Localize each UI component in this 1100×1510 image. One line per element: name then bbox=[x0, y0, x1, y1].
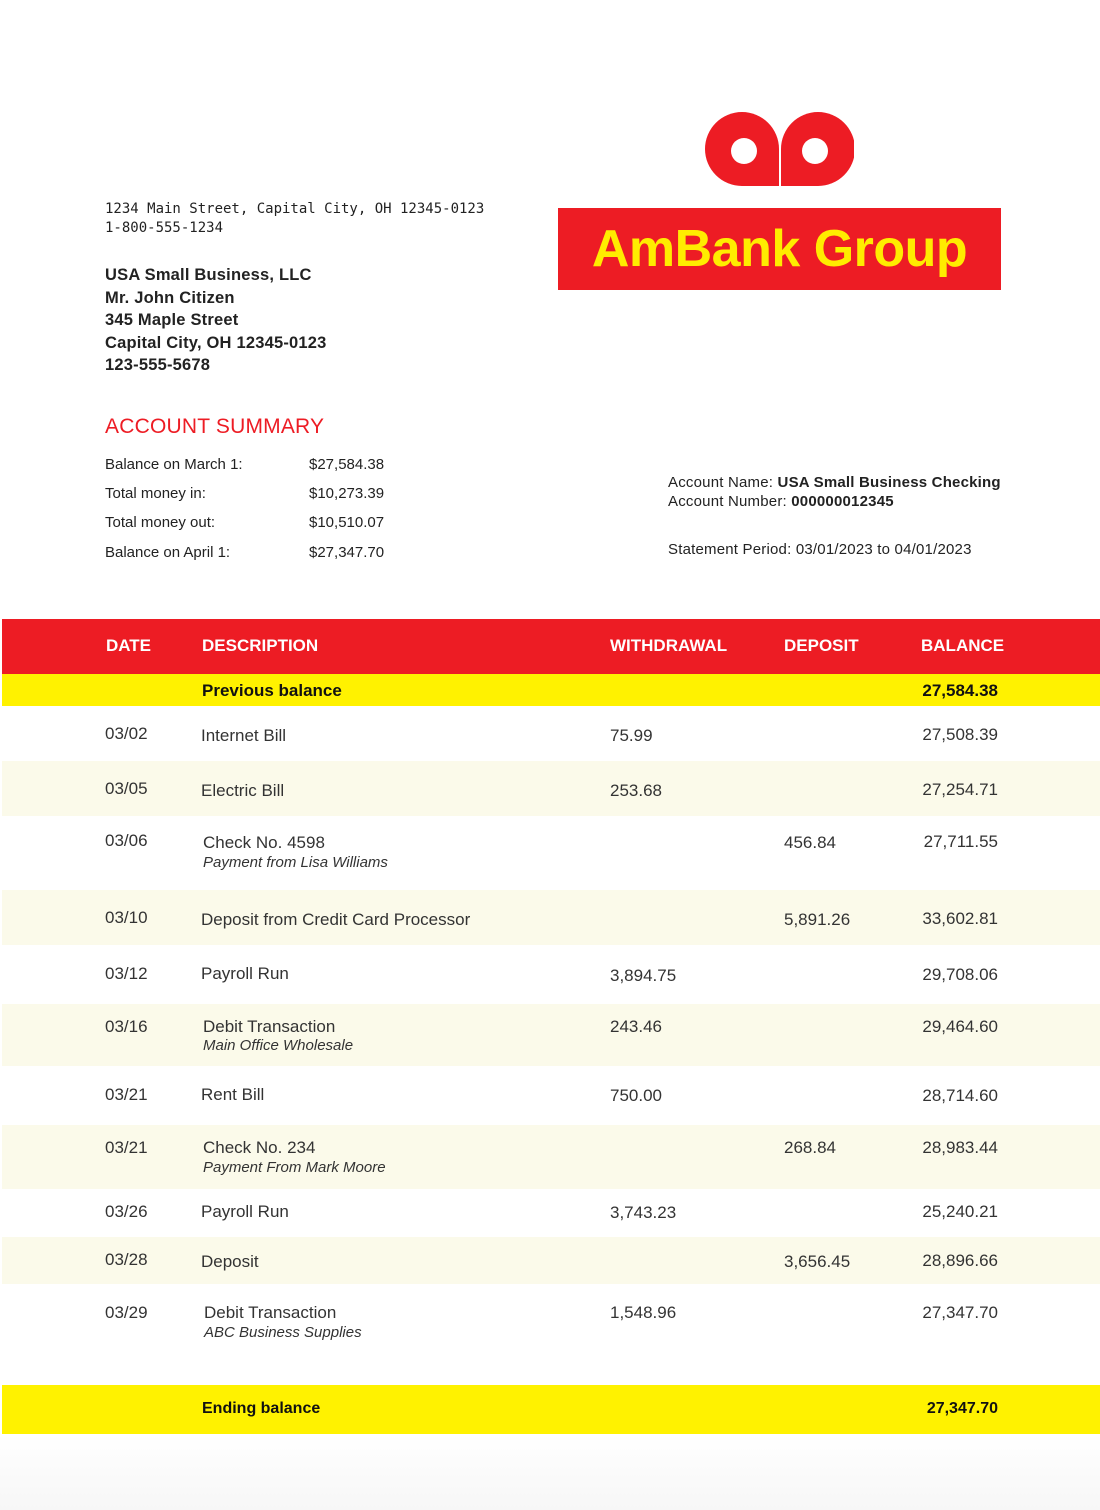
row-description: Payroll Run bbox=[201, 1202, 289, 1221]
table-row bbox=[2, 1237, 1100, 1284]
row-withdrawal: 253.68 bbox=[610, 781, 662, 800]
row-balance: 29,708.06 bbox=[922, 965, 998, 984]
row-description: Rent Bill bbox=[201, 1085, 265, 1104]
table-row bbox=[2, 1125, 1100, 1189]
header-date: DATE bbox=[106, 636, 152, 655]
previous-balance-value: 27,584.38 bbox=[922, 681, 998, 700]
row-date: 03/10 bbox=[105, 908, 148, 927]
row-date: 03/28 bbox=[105, 1250, 148, 1269]
ending-balance-row bbox=[2, 1385, 1100, 1434]
previous-balance-label: Previous balance bbox=[202, 681, 342, 700]
row-description: Deposit from Credit Card Processor bbox=[201, 910, 471, 929]
row-date: 03/12 bbox=[105, 964, 148, 983]
row-sub-description: ABC Business Supplies bbox=[204, 1324, 362, 1341]
account-summary-heading: ACCOUNT SUMMARY bbox=[105, 415, 325, 438]
row-date: 03/02 bbox=[105, 724, 148, 743]
page-bottom-edge bbox=[0, 1434, 1100, 1510]
customer-company: USA Small Business, LLC bbox=[105, 266, 312, 284]
table-row bbox=[2, 1189, 1100, 1237]
customer-city: Capital City, OH 12345-0123 bbox=[105, 333, 327, 352]
table-row bbox=[2, 1004, 1100, 1066]
summary-value: $27,347.70 bbox=[309, 544, 385, 561]
row-description: Electric Bill bbox=[201, 781, 285, 800]
summary-row bbox=[105, 456, 395, 480]
row-deposit: 456.84 bbox=[784, 833, 836, 852]
summary-value: $27,584.38 bbox=[309, 456, 385, 473]
row-description: Check No. 4598 bbox=[203, 833, 325, 852]
row-date: 03/05 bbox=[105, 779, 148, 798]
statement-period: Statement Period: 03/01/2023 to 04/01/2023 bbox=[668, 541, 972, 558]
row-balance: 25,240.21 bbox=[922, 1202, 998, 1221]
bank-address: 1234 Main Street, Capital City, OH 12345-0123 bbox=[105, 201, 485, 217]
row-date: 03/26 bbox=[105, 1202, 148, 1221]
table-row bbox=[2, 1066, 1100, 1125]
summary-value: $10,510.07 bbox=[309, 514, 385, 531]
account-number-value: 000000012345 bbox=[791, 493, 894, 510]
row-balance: 28,714.60 bbox=[922, 1086, 998, 1105]
row-sub-description: Payment From Mark Moore bbox=[203, 1159, 386, 1176]
row-description: Internet Bill bbox=[201, 726, 287, 745]
row-balance: 27,254.71 bbox=[922, 780, 998, 799]
row-deposit: 268.84 bbox=[784, 1138, 836, 1157]
customer-name: Mr. John Citizen bbox=[105, 288, 235, 307]
bank-name: AmBank Group bbox=[591, 220, 968, 278]
row-description: Check No. 234 bbox=[203, 1138, 316, 1157]
row-description: Deposit bbox=[201, 1252, 259, 1271]
header-balance: BALANCE bbox=[921, 636, 1005, 655]
account-name-value: USA Small Business Checking bbox=[777, 474, 1001, 491]
account-name-label: Account Name: bbox=[668, 474, 774, 491]
row-withdrawal: 75.99 bbox=[610, 726, 653, 745]
customer-phone: 123-555-5678 bbox=[105, 356, 211, 374]
summary-label: Balance on April 1: bbox=[105, 544, 231, 561]
row-balance: 27,711.55 bbox=[923, 832, 998, 851]
table-row bbox=[2, 706, 1100, 761]
row-withdrawal: 243.46 bbox=[610, 1017, 662, 1036]
row-description: Debit Transaction bbox=[203, 1017, 336, 1036]
account-number-label: Account Number: bbox=[668, 493, 787, 510]
header-withdrawal: WITHDRAWAL bbox=[610, 636, 728, 655]
table-row bbox=[2, 1284, 1100, 1385]
row-date: 03/21 bbox=[105, 1138, 148, 1157]
bank-phone: 1-800-555-1234 bbox=[105, 220, 224, 236]
table-header bbox=[2, 619, 1100, 674]
row-withdrawal: 3,743.23 bbox=[610, 1203, 677, 1222]
row-balance: 28,983.44 bbox=[922, 1138, 998, 1157]
row-balance: 29,464.60 bbox=[922, 1017, 998, 1036]
summary-row bbox=[105, 514, 395, 538]
row-date: 03/21 bbox=[105, 1085, 148, 1104]
row-date: 03/29 bbox=[105, 1303, 148, 1322]
table-row bbox=[2, 890, 1100, 945]
customer-street: 345 Maple Street bbox=[105, 311, 239, 329]
row-sub-description: Main Office Wholesale bbox=[203, 1037, 354, 1054]
row-balance: 27,347.70 bbox=[922, 1303, 998, 1322]
customer-block bbox=[105, 264, 327, 377]
row-sub-description: Payment from Lisa Williams bbox=[203, 854, 388, 871]
bank-logo-banner bbox=[558, 208, 1001, 290]
row-balance: 28,896.66 bbox=[922, 1251, 998, 1270]
table-row bbox=[2, 761, 1100, 816]
summary-label: Total money in: bbox=[105, 485, 206, 502]
summary-value: $10,273.39 bbox=[309, 485, 385, 502]
ending-balance-label: Ending balance bbox=[202, 1400, 321, 1417]
row-withdrawal: 3,894.75 bbox=[610, 966, 677, 985]
header-deposit: DEPOSIT bbox=[784, 636, 859, 655]
row-balance: 27,508.39 bbox=[922, 725, 998, 744]
row-date: 03/06 bbox=[105, 831, 148, 850]
row-description: Debit Transaction bbox=[204, 1303, 337, 1322]
summary-row bbox=[105, 544, 395, 568]
row-date: 03/16 bbox=[105, 1017, 148, 1036]
bank-address-block bbox=[105, 200, 484, 238]
summary-label: Balance on March 1: bbox=[105, 456, 243, 473]
row-deposit: 3,656.45 bbox=[784, 1252, 851, 1271]
row-withdrawal: 1,548.96 bbox=[610, 1303, 677, 1322]
table-row bbox=[2, 945, 1100, 1004]
bank-logo-icon bbox=[704, 106, 854, 192]
ending-balance-value: 27,347.70 bbox=[926, 1400, 998, 1417]
summary-label: Total money out: bbox=[105, 514, 216, 531]
table-row bbox=[2, 816, 1100, 890]
summary-row bbox=[105, 485, 395, 509]
previous-balance-row bbox=[2, 674, 1100, 706]
account-info bbox=[668, 473, 1001, 511]
row-deposit: 5,891.26 bbox=[784, 910, 851, 929]
row-withdrawal: 750.00 bbox=[610, 1086, 662, 1105]
row-balance: 33,602.81 bbox=[922, 909, 998, 928]
row-description: Payroll Run bbox=[201, 964, 289, 983]
header-description: DESCRIPTION bbox=[202, 636, 319, 655]
